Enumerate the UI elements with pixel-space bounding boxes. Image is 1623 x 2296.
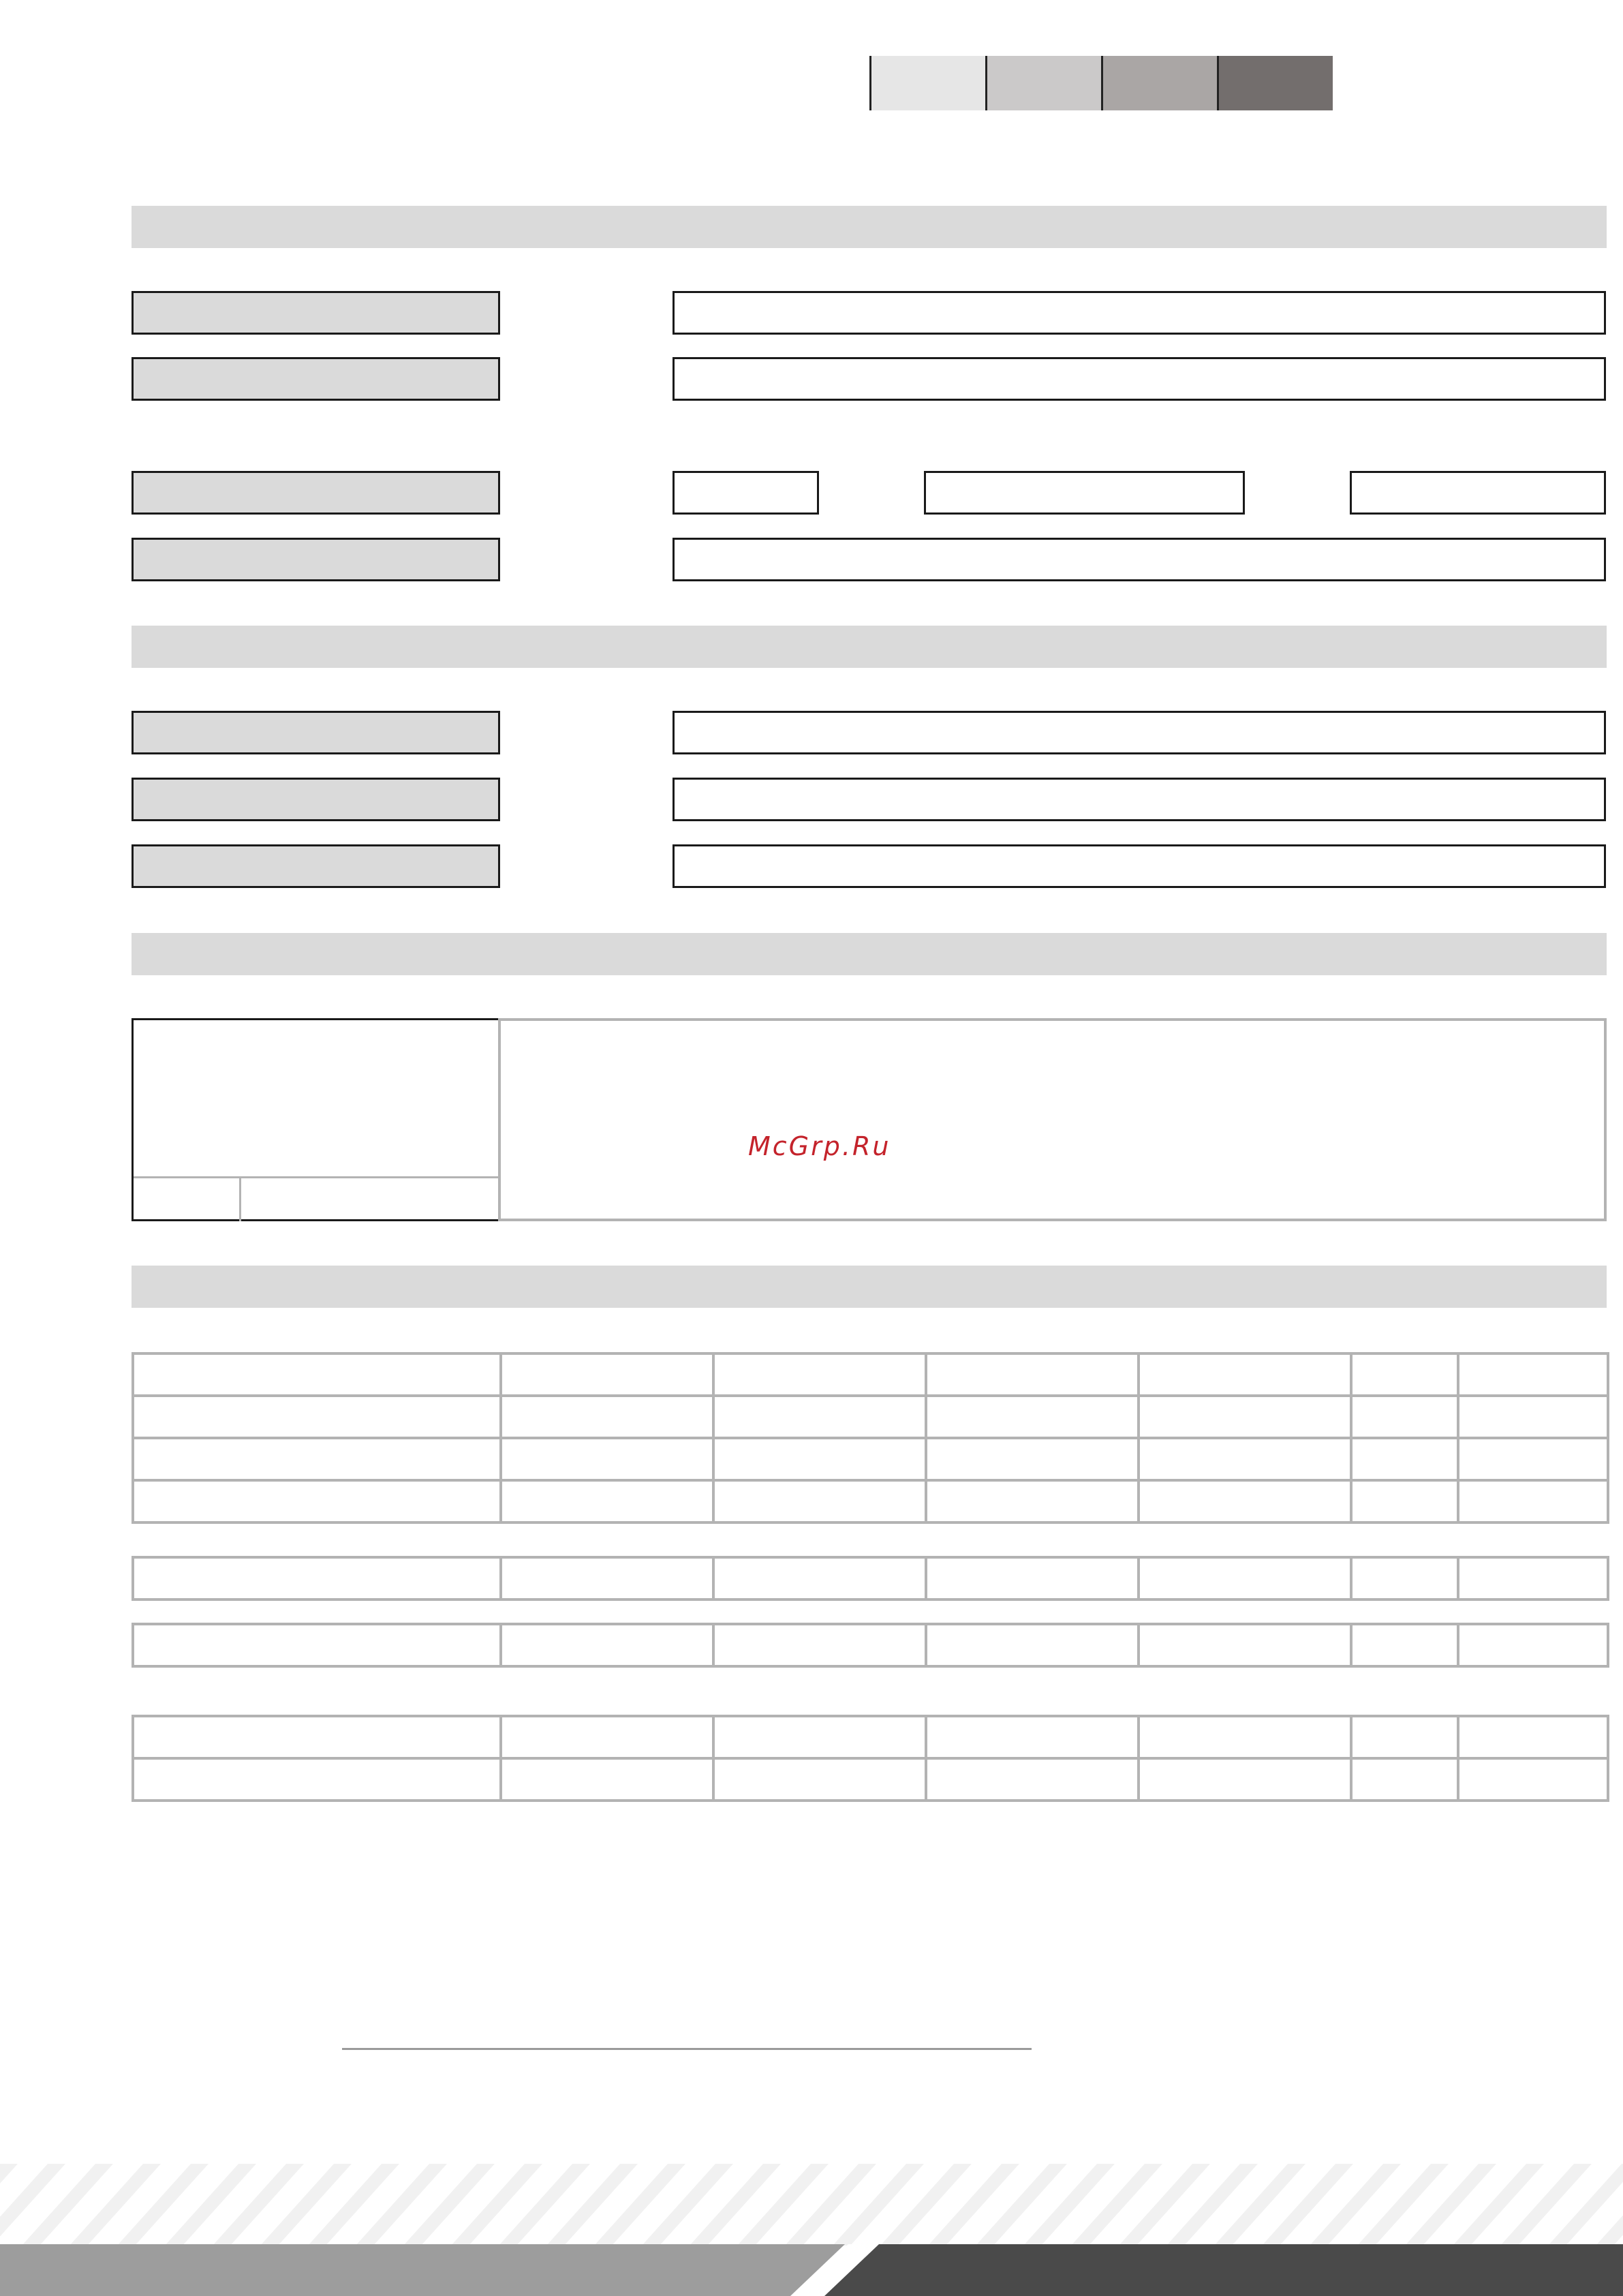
text-input-field[interactable] (673, 778, 1606, 821)
table-row (133, 1716, 1608, 1758)
table-cell[interactable] (926, 1480, 1139, 1522)
table-cell[interactable] (713, 1438, 926, 1480)
table-cell[interactable] (133, 1758, 501, 1801)
signature-line (342, 2048, 1032, 2050)
field-label-box (132, 471, 500, 515)
table-cell[interactable] (133, 1438, 501, 1480)
field-label-box (132, 357, 500, 401)
table-cell[interactable] (1351, 1396, 1458, 1438)
section-header-band-2 (132, 626, 1607, 668)
table-cell[interactable] (1139, 1716, 1351, 1758)
field-label-box (132, 291, 500, 335)
table-cell[interactable] (1458, 1438, 1608, 1480)
swatch-gray (1101, 56, 1217, 110)
stamp-box-divider (134, 1176, 500, 1178)
data-grid-group-3 (132, 1623, 1609, 1668)
table-cell[interactable] (501, 1758, 713, 1801)
table-cell[interactable] (713, 1353, 926, 1396)
table-cell[interactable] (1458, 1353, 1608, 1396)
table-cell[interactable] (1139, 1624, 1351, 1666)
table-cell[interactable] (713, 1396, 926, 1438)
table-cell[interactable] (1458, 1716, 1608, 1758)
table-cell[interactable] (133, 1396, 501, 1438)
table-row (133, 1353, 1608, 1396)
table-cell[interactable] (501, 1480, 713, 1522)
table-cell[interactable] (1351, 1557, 1458, 1599)
text-input-field[interactable] (673, 357, 1606, 401)
field-label-box (132, 711, 500, 754)
section-header-band-4 (132, 1266, 1607, 1308)
section-header-band-3 (132, 933, 1607, 975)
text-input-field[interactable] (673, 711, 1606, 754)
watermark-text: McGrp.Ru (748, 1131, 891, 1161)
swatch-lightgray (985, 56, 1101, 110)
table-cell[interactable] (1351, 1353, 1458, 1396)
table-row (133, 1624, 1608, 1666)
text-input-field[interactable] (673, 538, 1606, 581)
table-cell[interactable] (133, 1557, 501, 1599)
table-row (133, 1480, 1608, 1522)
stamp-box (132, 1018, 500, 1221)
table-cell[interactable] (926, 1353, 1139, 1396)
table-cell[interactable] (133, 1624, 501, 1666)
data-grid-group-1 (132, 1352, 1609, 1524)
table-cell[interactable] (1458, 1758, 1608, 1801)
table-cell[interactable] (133, 1480, 501, 1522)
table-cell[interactable] (1139, 1396, 1351, 1438)
notes-area[interactable] (498, 1018, 1607, 1221)
table-cell[interactable] (501, 1353, 713, 1396)
table-cell[interactable] (1351, 1758, 1458, 1801)
short-input-field-right[interactable] (1350, 471, 1606, 515)
table-cell[interactable] (1139, 1557, 1351, 1599)
swatch-dark (1217, 56, 1333, 110)
table-cell[interactable] (1139, 1353, 1351, 1396)
table-cell[interactable] (1351, 1480, 1458, 1522)
table-row (133, 1758, 1608, 1801)
field-label-box (132, 538, 500, 581)
table-cell[interactable] (926, 1716, 1139, 1758)
table-cell[interactable] (713, 1624, 926, 1666)
table-cell[interactable] (713, 1716, 926, 1758)
medium-input-field[interactable] (924, 471, 1245, 515)
data-grid-group-2 (132, 1556, 1609, 1601)
table-row (133, 1557, 1608, 1599)
table-cell[interactable] (713, 1480, 926, 1522)
table-cell[interactable] (1458, 1480, 1608, 1522)
table-cell[interactable] (1458, 1624, 1608, 1666)
text-input-field[interactable] (673, 844, 1606, 888)
table-cell[interactable] (1458, 1396, 1608, 1438)
footer-hatch-pattern (0, 2164, 1623, 2246)
table-cell[interactable] (1139, 1438, 1351, 1480)
data-grid-group-4 (132, 1715, 1609, 1802)
table-cell[interactable] (1351, 1438, 1458, 1480)
table-cell[interactable] (713, 1758, 926, 1801)
table-cell[interactable] (501, 1624, 713, 1666)
table-cell[interactable] (501, 1557, 713, 1599)
table-cell[interactable] (501, 1438, 713, 1480)
table-cell[interactable] (1139, 1758, 1351, 1801)
table-row (133, 1438, 1608, 1480)
table-cell[interactable] (926, 1396, 1139, 1438)
table-cell[interactable] (133, 1353, 501, 1396)
table-cell[interactable] (926, 1438, 1139, 1480)
table-cell[interactable] (1351, 1716, 1458, 1758)
table-cell[interactable] (926, 1624, 1139, 1666)
footer-light-band (0, 2244, 845, 2296)
table-cell[interactable] (133, 1716, 501, 1758)
table-cell[interactable] (1139, 1480, 1351, 1522)
table-row (133, 1396, 1608, 1438)
footer-decoration (0, 2164, 1623, 2296)
table-cell[interactable] (501, 1396, 713, 1438)
section-header-band-1 (132, 206, 1607, 248)
stamp-box-cell-divider (239, 1176, 241, 1221)
table-cell[interactable] (1351, 1624, 1458, 1666)
table-cell[interactable] (926, 1758, 1139, 1801)
text-input-field[interactable] (673, 291, 1606, 335)
table-cell[interactable] (1458, 1557, 1608, 1599)
short-input-field[interactable] (673, 471, 819, 515)
swatch-light (869, 56, 985, 110)
footer-dark-band (824, 2244, 1623, 2296)
field-label-box (132, 844, 500, 888)
table-cell[interactable] (713, 1557, 926, 1599)
table-cell[interactable] (501, 1716, 713, 1758)
field-label-box (132, 778, 500, 821)
table-cell[interactable] (926, 1557, 1139, 1599)
